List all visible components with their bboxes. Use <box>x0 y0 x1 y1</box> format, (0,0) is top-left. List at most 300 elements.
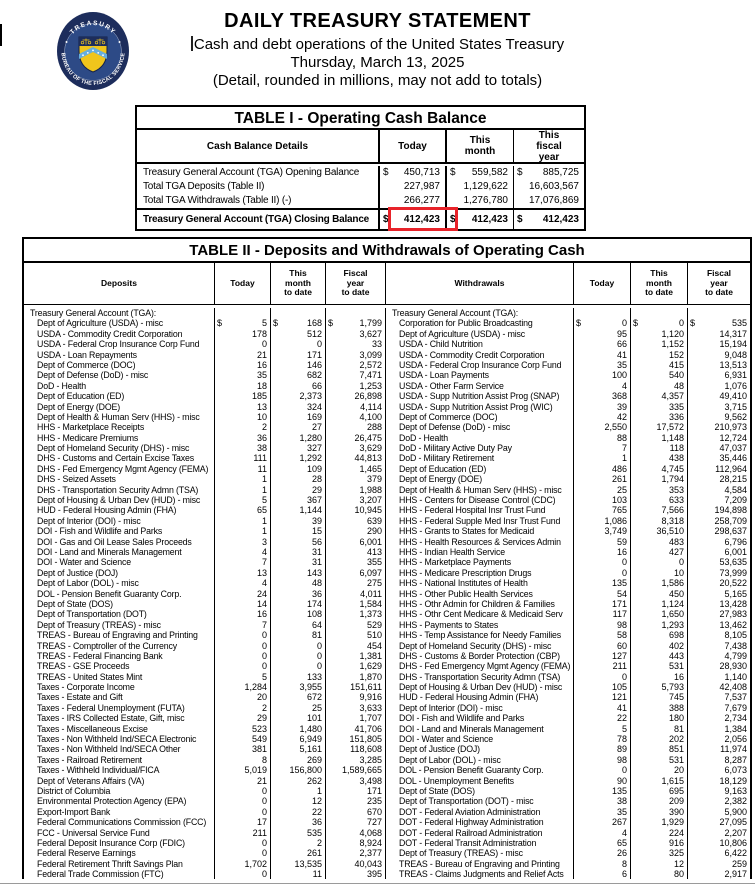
value-today: 2,550 <box>573 422 630 432</box>
value-today: 8 <box>573 859 630 869</box>
value-fiscal-year-to-date: 454 <box>325 641 385 651</box>
value-today: 78 <box>573 734 630 744</box>
value-month-to-date: 1,148 <box>630 433 687 443</box>
table-row <box>385 848 750 858</box>
value-month-to-date: 327 <box>270 443 325 453</box>
table-row <box>385 568 750 578</box>
table-row <box>24 422 385 432</box>
value-month-to-date: 202 <box>630 734 687 744</box>
table-row <box>385 402 750 412</box>
row-label: USDA - Federal Crop Insurance Corp Fund <box>37 339 200 350</box>
dollar-sign: $ <box>273 318 279 329</box>
row-label: Dept of Justice (DOJ) <box>37 567 118 578</box>
table-row <box>24 828 385 838</box>
value-month-to-date: 1,794 <box>630 474 687 484</box>
value-fiscal-year-to-date: 7,438 <box>687 641 750 651</box>
row-label: HHS - Centers for Disease Control (CDC) <box>385 495 573 505</box>
value-today: 7 <box>573 443 630 453</box>
value-today: 35 <box>573 360 630 370</box>
table-row <box>385 703 750 713</box>
row-label: TREAS - Bureau of Engraving and Printing <box>37 630 198 641</box>
value-fiscal-year-to-date: 42,408 <box>687 682 750 692</box>
value-month-to-date: 10 <box>630 568 687 578</box>
row-label: District of Columbia <box>37 785 111 796</box>
value-fiscal-year: 16,603,567 <box>513 180 584 194</box>
row-label: DOT - Federal Railroad Administration <box>385 828 573 838</box>
row-label: DoD - Military Retirement <box>385 453 573 463</box>
table-row <box>24 692 385 702</box>
value-today: 14 <box>214 599 270 609</box>
table-row <box>385 838 750 848</box>
dollar-sign: $ <box>328 318 334 329</box>
dollar-sign: $ <box>383 167 389 178</box>
row-label: Dept of Agriculture (USDA) - misc <box>385 329 573 339</box>
value-today: 1 <box>214 526 270 536</box>
row-label: Dept of State (DOS) <box>385 786 573 796</box>
row-label: HHS - Othr Admin for Children & Families <box>385 599 573 609</box>
row-label: TREAS - GSE Proceeds <box>37 661 130 672</box>
table-row <box>24 391 385 401</box>
row-label: HHS - Marketplace Receipts <box>37 422 145 433</box>
value-fiscal-year-to-date: 18,129 <box>687 776 750 786</box>
table-row <box>24 859 385 869</box>
table-row <box>385 599 750 609</box>
row-label: Taxes - Federal Unemployment (FUTA) <box>37 702 185 713</box>
table-row <box>385 661 750 671</box>
value-fiscal-year-to-date: 9,562 <box>687 412 750 422</box>
table-row <box>385 609 750 619</box>
dollar-sign: $ <box>450 167 456 178</box>
value-fiscal-year-to-date: 5,900 <box>687 807 750 817</box>
row-label: Taxes - Non Withheld Ind/SECA Electronic <box>37 734 197 745</box>
dollar-sign: $ <box>517 214 523 225</box>
value-today: 38 <box>573 796 630 806</box>
value-month-to-date: 6,949 <box>270 734 325 744</box>
row-label: Dept of Defense (DoD) - misc <box>37 370 149 381</box>
value-today: 2 <box>214 703 270 713</box>
table-row <box>385 381 750 391</box>
table-row <box>385 630 750 640</box>
row-label: TREAS - Claims Judgments and Relief Acts <box>385 869 573 879</box>
value-month-to-date: 1,929 <box>630 817 687 827</box>
table-row <box>385 692 750 702</box>
table-row <box>24 848 385 858</box>
value-fiscal-year-to-date: 10,806 <box>687 838 750 848</box>
value-today: 5 <box>214 495 270 505</box>
value-month-to-date: 1,120 <box>630 329 687 339</box>
table-row <box>137 210 584 229</box>
value-fiscal-year-to-date: 40,043 <box>325 859 385 869</box>
value-month-to-date: 13,535 <box>270 859 325 869</box>
value-fiscal-year-to-date: 27,095 <box>687 817 750 827</box>
value-month-to-date: 2 <box>270 838 325 848</box>
row-label: USDA - Loan Repayments <box>37 349 137 360</box>
value-fiscal-year-to-date: 6,001 <box>687 547 750 557</box>
value-month-to-date: 108 <box>270 609 325 619</box>
value-today: $ 412,423 <box>378 210 447 229</box>
value-today: 0 <box>214 848 270 858</box>
value-fiscal-year-to-date: 413 <box>325 547 385 557</box>
row-label: DOL - Pension Benefit Guaranty Corp. <box>385 765 573 775</box>
value-month-to-date: 1,650 <box>630 609 687 619</box>
table-row <box>24 682 385 692</box>
table-row <box>385 744 750 754</box>
row-label: HHS - Medicare Prescription Drugs <box>385 568 573 578</box>
dollar-sign: $ <box>576 318 582 329</box>
row-label: HUD - Federal Housing Admin (FHA) <box>385 692 573 702</box>
value-this-month: $ 412,423 <box>447 210 513 229</box>
value-today: 6 <box>573 869 630 879</box>
value-fiscal-year-to-date: 13,428 <box>687 599 750 609</box>
value-month-to-date: 336 <box>630 412 687 422</box>
value-today: 111 <box>214 453 270 463</box>
col-header-month-to-date: This month to date <box>630 263 687 304</box>
value-month-to-date: 66 <box>270 381 325 391</box>
value-today: $ 5 <box>214 318 270 328</box>
row-label: Dept of Housing & Urban Dev (HUD) - misc <box>385 682 573 692</box>
table-row <box>24 339 385 349</box>
table-row <box>385 516 750 526</box>
value-fiscal-year-to-date: 8,287 <box>687 755 750 765</box>
value-today <box>573 308 630 318</box>
value-today: 0 <box>214 869 270 879</box>
row-label: HHS - Medicare Premiums <box>37 432 139 443</box>
value-fiscal-year-to-date: 49,410 <box>687 391 750 401</box>
page-title: DAILY TREASURY STATEMENT <box>224 10 531 32</box>
table-row <box>385 537 750 547</box>
table-row <box>24 765 385 775</box>
value-fiscal-year-to-date: 639 <box>325 516 385 526</box>
value-month-to-date: 31 <box>270 547 325 557</box>
value-today: 22 <box>573 713 630 723</box>
row-label: Dept of Interior (DOI) - misc <box>385 703 573 713</box>
value-today: 1 <box>214 485 270 495</box>
value-month-to-date: 916 <box>630 838 687 848</box>
value-fiscal-year-to-date: 1,373 <box>325 609 385 619</box>
table-row <box>385 339 750 349</box>
value-fiscal-year-to-date: 395 <box>325 869 385 879</box>
value-today: 16 <box>573 547 630 557</box>
table1-body <box>137 164 584 208</box>
value-fiscal-year-to-date: 26,475 <box>325 433 385 443</box>
value-today: $ 450,713 <box>378 166 447 180</box>
value-month-to-date: 7,566 <box>630 505 687 515</box>
row-label: DHS - Customs and Certain Excise Taxes <box>37 453 194 464</box>
table-row <box>137 180 584 194</box>
value-today: 0 <box>214 630 270 640</box>
value-month-to-date: 438 <box>630 453 687 463</box>
table-row <box>385 350 750 360</box>
value-today: 17 <box>214 817 270 827</box>
value-today: $ 0 <box>573 318 630 328</box>
value-fiscal-year-to-date: 4,011 <box>325 589 385 599</box>
value-fiscal-year-to-date: 529 <box>325 620 385 630</box>
table-row <box>24 474 385 484</box>
value-today: 5 <box>214 672 270 682</box>
value-fiscal-year-to-date: 7,471 <box>325 370 385 380</box>
row-label: Taxes - Corporate Income <box>37 682 135 693</box>
value-today: 0 <box>573 568 630 578</box>
value-today: 0 <box>214 796 270 806</box>
value-today: 0 <box>214 807 270 817</box>
value-fiscal-year-to-date: 6,796 <box>687 537 750 547</box>
row-label: Dept of Labor (DOL) - misc <box>385 755 573 765</box>
value-today: 38 <box>214 443 270 453</box>
value-today: 26 <box>573 848 630 858</box>
table-row <box>385 391 750 401</box>
value-fiscal-year-to-date: 9,163 <box>687 786 750 796</box>
value-month-to-date: 325 <box>630 848 687 858</box>
row-label: Dept of Labor (DOL) - misc <box>37 578 139 589</box>
value-fiscal-year-to-date: 7,679 <box>687 703 750 713</box>
value-month-to-date: 36,510 <box>630 526 687 536</box>
value-fiscal-year-to-date: $ 1,799 <box>325 318 385 328</box>
value-month-to-date: 353 <box>630 485 687 495</box>
row-label: USDA - Commodity Credit Corporation <box>37 328 183 339</box>
value-today: 20 <box>214 692 270 702</box>
table-row <box>24 589 385 599</box>
row-label: Federal Retirement Thrift Savings Plan <box>37 858 183 869</box>
row-label: USDA - Supp Nutrition Assist Prog (SNAP) <box>385 391 573 401</box>
value-today: 10 <box>214 412 270 422</box>
row-label: DOI - Water and Science <box>37 557 132 568</box>
value-fiscal-year-to-date: 2,382 <box>687 796 750 806</box>
value-fiscal-year-to-date: 1,988 <box>325 485 385 495</box>
value-month-to-date: 0 <box>270 661 325 671</box>
row-label: DOL - Unemployment Benefits <box>385 776 573 786</box>
value-today: 1,702 <box>214 859 270 869</box>
value-fiscal-year-to-date: 6,001 <box>325 537 385 547</box>
value-today: 0 <box>573 765 630 775</box>
value-fiscal-year-to-date: 28,215 <box>687 474 750 484</box>
table-row <box>24 526 385 536</box>
value-month-to-date: 367 <box>270 495 325 505</box>
table-row <box>24 381 385 391</box>
table-row <box>137 166 584 180</box>
value-today: 261 <box>573 474 630 484</box>
row-label: Treasury General Account (TGA): <box>385 308 573 318</box>
table-row <box>385 776 750 786</box>
value-month-to-date: 5,161 <box>270 744 325 754</box>
row-label: Treasury General Account (TGA): <box>30 308 157 318</box>
value-fiscal-year-to-date: 2,056 <box>687 734 750 744</box>
value-this-month: 1,129,622 <box>463 181 508 192</box>
table-row <box>24 786 385 796</box>
value-today: 1 <box>214 474 270 484</box>
value-fiscal-year-to-date: 35,446 <box>687 453 750 463</box>
value-month-to-date: 81 <box>270 630 325 640</box>
col-header-today: Today <box>573 263 630 304</box>
row-label: DOI - Land and Minerals Management <box>385 724 573 734</box>
value-today: 211 <box>573 661 630 671</box>
row-label: DOT - Federal Highway Administration <box>385 817 573 827</box>
row-label: Taxes - Withheld Individual/FICA <box>37 765 160 776</box>
row-label: DOT - Federal Transit Administration <box>385 838 573 848</box>
table-row <box>24 360 385 370</box>
withdrawals-column <box>385 305 750 879</box>
table-row <box>385 464 750 474</box>
value-fiscal-year-to-date: 8,924 <box>325 838 385 848</box>
value-fiscal-year-to-date: 3,715 <box>687 402 750 412</box>
row-label: Dept of Education (ED) <box>37 391 125 402</box>
table1-title: TABLE I - Operating Cash Balance <box>137 107 584 130</box>
row-label: Dept of Transportation (DOT) - misc <box>385 796 573 806</box>
row-label: Dept of State (DOS) <box>37 598 113 609</box>
value-fiscal-year-to-date: 3,627 <box>325 329 385 339</box>
table-row <box>24 661 385 671</box>
value-month-to-date: 535 <box>270 828 325 838</box>
table-row <box>385 578 750 588</box>
value-month-to-date: 269 <box>270 755 325 765</box>
value-fiscal-year-to-date: 33 <box>325 339 385 349</box>
value-fiscal-year-to-date: 4,100 <box>325 412 385 422</box>
value-fiscal-year-to-date: 7,209 <box>687 495 750 505</box>
table-row <box>385 589 750 599</box>
value-month-to-date: 48 <box>630 381 687 391</box>
value-month-to-date: 682 <box>270 370 325 380</box>
value-fiscal-year-to-date: 1,076 <box>687 381 750 391</box>
value-today: 1 <box>214 516 270 526</box>
value-today: 89 <box>573 744 630 754</box>
table-row <box>24 516 385 526</box>
value-month-to-date: 262 <box>270 776 325 786</box>
value-today: 3 <box>214 537 270 547</box>
value-today: 171 <box>573 599 630 609</box>
row-label: HHS - Othr Cent Medicare & Medicaid Serv <box>385 609 573 619</box>
value-month-to-date: 402 <box>630 641 687 651</box>
table-row <box>24 609 385 619</box>
value-fiscal-year-to-date: 379 <box>325 474 385 484</box>
value-today: 4 <box>573 828 630 838</box>
dollar-sign: $ <box>517 167 523 178</box>
value-today: 95 <box>573 329 630 339</box>
value-fiscal-year-to-date: 727 <box>325 817 385 827</box>
value-fiscal-year-to-date: 1,140 <box>687 672 750 682</box>
table-row <box>24 412 385 422</box>
table2-title: TABLE II - Deposits and Withdrawals of Operating Cash <box>24 239 750 263</box>
value-today: 105 <box>573 682 630 692</box>
row-label: TREAS - Bureau of Engraving and Printing <box>385 859 573 869</box>
value-month-to-date: 48 <box>270 578 325 588</box>
row-label: DHS - Transportation Security Admn (TSA) <box>37 484 199 495</box>
row-label: Dept of Health & Human Serv (HHS) - misc <box>385 485 573 495</box>
value-this-month: $ 559,582 <box>450 167 508 178</box>
value-today: 7 <box>214 620 270 630</box>
row-label: DOT - Federal Aviation Administration <box>385 807 573 817</box>
value-today: 66 <box>573 339 630 349</box>
row-label: DoD - Military Active Duty Pay <box>385 443 573 453</box>
value-today: 16 <box>214 609 270 619</box>
value-today: 59 <box>573 537 630 547</box>
value-month-to-date: 11 <box>270 869 325 879</box>
value-month-to-date: 171 <box>270 350 325 360</box>
row-label: HHS - Federal Hospital Insr Trust Fund <box>385 505 573 515</box>
value-month-to-date: 388 <box>630 703 687 713</box>
value-today: 65 <box>573 838 630 848</box>
value-fiscal-year-to-date: 275 <box>325 578 385 588</box>
row-label: Dept of Veterans Affairs (VA) <box>37 775 145 786</box>
value-fiscal-year-to-date <box>325 308 385 318</box>
value-month-to-date: 5,793 <box>630 682 687 692</box>
value-fiscal-year-to-date: 13,513 <box>687 360 750 370</box>
document-header <box>0 10 755 90</box>
value-fiscal-year-to-date: 2,377 <box>325 848 385 858</box>
col-header-cash-balance-details: Cash Balance Details <box>206 140 309 152</box>
value-today: 523 <box>214 724 270 734</box>
value-month-to-date: 152 <box>630 350 687 360</box>
value-month-to-date: 1,280 <box>270 433 325 443</box>
value-fiscal-year-to-date: 14,317 <box>687 329 750 339</box>
value-month-to-date: 56 <box>270 537 325 547</box>
table-row <box>385 308 750 318</box>
value-month-to-date: 169 <box>270 412 325 422</box>
table-row <box>24 776 385 786</box>
value-fiscal-year-to-date: 235 <box>325 796 385 806</box>
col-header-today: Today <box>214 263 270 304</box>
value-month-to-date: 209 <box>630 796 687 806</box>
date-line: Thursday, March 13, 2025 <box>290 54 465 71</box>
value-month-to-date: 174 <box>270 599 325 609</box>
value-today: 178 <box>214 329 270 339</box>
row-label: HHS - Health Resources & Services Admin <box>385 537 573 547</box>
value-today: 98 <box>573 755 630 765</box>
col-header-fiscal-year-to-date: Fiscal year to date <box>325 263 385 304</box>
value-fiscal-year-to-date: 41,706 <box>325 724 385 734</box>
value-this-month: 1,276,780 <box>463 195 508 206</box>
table-row <box>385 765 750 775</box>
table-row <box>24 350 385 360</box>
row-label: Environmental Protection Agency (EPA) <box>37 796 187 807</box>
value-month-to-date: 633 <box>630 495 687 505</box>
value-fiscal-year-to-date: 288 <box>325 422 385 432</box>
highlight-box <box>388 207 458 231</box>
value-month-to-date: 531 <box>630 755 687 765</box>
table-row <box>385 796 750 806</box>
table-row <box>385 734 750 744</box>
value-fiscal-year-to-date: 53,635 <box>687 557 750 567</box>
table-row <box>385 360 750 370</box>
value-month-to-date: 851 <box>630 744 687 754</box>
value-today: 65 <box>214 505 270 515</box>
value-fiscal-year-to-date: 259 <box>687 859 750 869</box>
table-row <box>24 838 385 848</box>
dollar-sign: $ <box>383 214 389 225</box>
table-row <box>385 329 750 339</box>
value-fiscal-year-to-date: 1,465 <box>325 464 385 474</box>
value-today: 39 <box>573 402 630 412</box>
value-fiscal-year: $ 885,725 <box>513 166 584 180</box>
dollar-sign: $ <box>217 318 223 329</box>
value-month-to-date: 27 <box>270 422 325 432</box>
table-row <box>385 869 750 879</box>
value-month-to-date: 101 <box>270 713 325 723</box>
value-month-to-date: 31 <box>270 557 325 567</box>
dollar-sign: $ <box>690 318 696 329</box>
table-row <box>24 651 385 661</box>
value-month-to-date: 335 <box>630 402 687 412</box>
value-month-to-date: 16 <box>630 672 687 682</box>
value-month-to-date: 20 <box>630 765 687 775</box>
value-month-to-date: 8,318 <box>630 516 687 526</box>
value-month-to-date: 12 <box>270 796 325 806</box>
value-today: 13 <box>214 568 270 578</box>
table1-operating-cash-balance <box>135 105 586 231</box>
row-label: HHS - Temp Assistance for Needy Families <box>385 630 573 640</box>
dollar-sign: $ <box>633 318 639 329</box>
row-label: Federal Reserve Earnings <box>37 848 136 859</box>
row-label: Federal Trade Commission (FTC) <box>37 869 164 880</box>
value-fiscal-year-to-date: 670 <box>325 807 385 817</box>
